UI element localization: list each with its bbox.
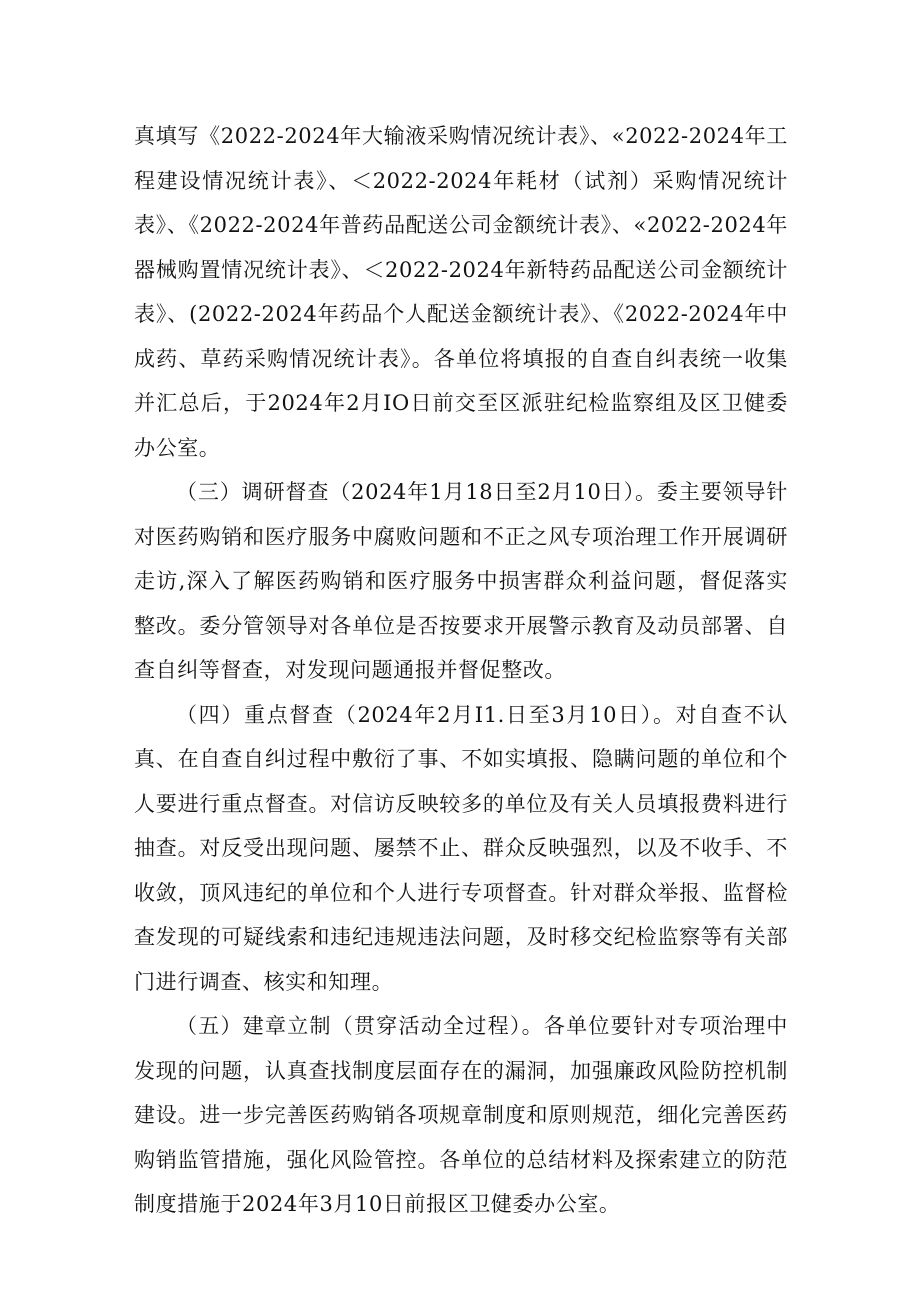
document-body [134,114,788,1227]
paragraph-continuation: 真填写《2022-2024年大输液采购情况统计表》、«2022-2024年工程建设情况统计表》、＜2022-2024年耗材（试剂）采购情况统计表》、《2022-2024年普药品配送公司金额统计表》、«2022-2024年器械购置情况统计表》、＜2022-2024年新特药品配送公司金额统计表》、(2022-2024年药品个人配送金额统计表》、《2022-2024年中成药、草药采购情况统计表》。各单位将填报的自查自纠表统一收集并汇总后，于2024年2月IO日前交至区派驻纪检监察组及区卫健委办公室。 [134,124,788,460]
paragraph-section-4: （四）重点督查（2024年2月I1.日至3月10日）。对自查不认真、在自查自纠过程中敷衍了事、不如实填报、隐瞒问题的单位和个人要进行重点督查。对信访反映较多的单位及有关人员填报费料进行抽查。对反受出现问题、屡禁不止、群众反映强烈，以及不收手、不收敛，顶风违纪的单位和个人进行专项督查。针对群众举报、监督检查发现的可疑线索和违纪违规违法问题，及时移交纪检监察等有关部门进行调查、核实和知理。 [134,702,788,994]
paragraph-section-5: （五）建章立制（贯穿活动全过程）。各单位要针对专项治理中发现的问题，认真查找制度层面存在的漏洞，加强廉政风险防控机制建设。进一步完善医药购销各项规章制度和原则规范，细化完善医药购销监管措施，强化风险管控。各单位的总结材料及探索建立的防范制度措施于2024年3月10日前报区卫健委办公室。 [134,1014,788,1216]
paragraph-section-3: （三）调研督查（2024年1月18日至2月10日）。委主要领导针对医药购销和医疗服务中腐败问题和不正之风专项治理工作开展调研走访,深入了解医药购销和医疗服务中损害群众利益问题，督促落实整改。委分管领导对各单位是否按要求开展警示教育及动员部署、自查自纠等督查，对发现问题通报并督促整改。 [134,480,788,682]
